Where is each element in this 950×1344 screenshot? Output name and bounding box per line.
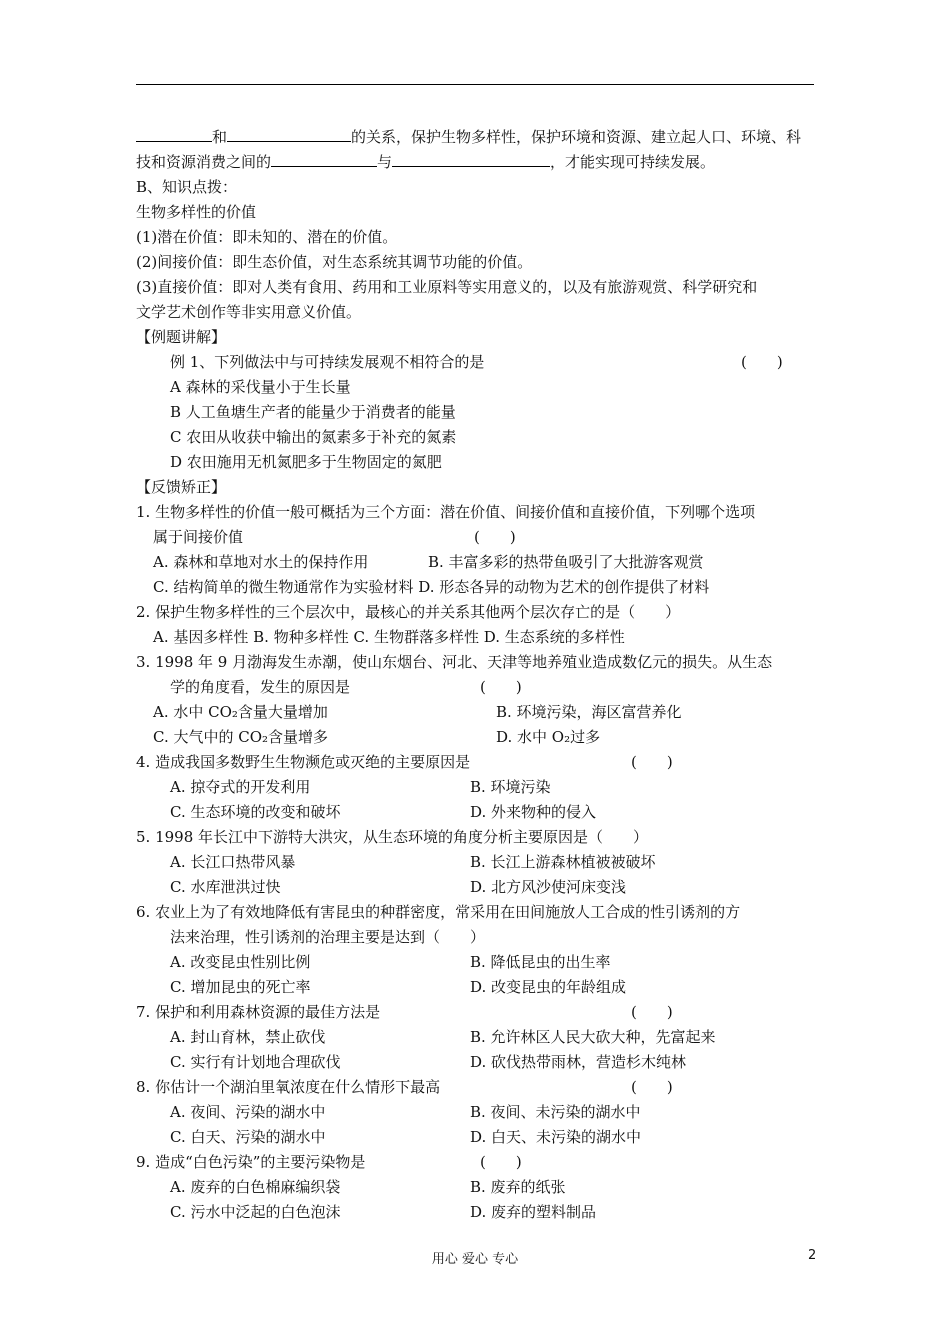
question-5: 5. 1998 年长江中下游特大洪灾，从生态环境的角度分析主要原因是（ ） — [136, 828, 649, 846]
header-rule — [136, 84, 814, 85]
option-d: D. 水中 O₂过多 — [496, 728, 601, 746]
example-option: B 人工鱼塘生产者的能量少于消费者的能量 — [170, 403, 456, 421]
option-b: B. 环境污染，海区富营养化 — [496, 703, 682, 721]
option-a: A. 森林和草地对水土的保持作用 — [153, 553, 369, 571]
question-3: 3. 1998 年 9 月渤海发生赤潮，使山东烟台、河北、天津等地养殖业造成数亿元的损失。从生态 — [136, 653, 773, 671]
option-d: D. 北方风沙使河床变浅 — [470, 878, 627, 896]
example-heading: 【例题讲解】 — [136, 328, 227, 346]
option-a: A. 掠夺式的开发利用 — [170, 778, 311, 796]
fill-blank — [136, 127, 212, 142]
option-a: A. 废弃的白色棉麻编织袋 — [170, 1178, 341, 1196]
option-c: C. 水库泄洪过快 — [170, 878, 281, 896]
question-7: 7. 保护和利用森林资源的最佳方法是 — [136, 1003, 381, 1021]
question-4: 4. 造成我国多数野生生物濒危或灭绝的主要原因是 — [136, 753, 471, 771]
feedback-heading: 【反馈矫正】 — [136, 478, 227, 496]
footer-motto: 用心 爱心 专心 — [431, 1252, 519, 1267]
question-1: 1. 生物多样性的价值一般可概括为三个方面：潜在价值、间接价值和直接价值，下列哪个选项 — [136, 503, 756, 521]
intro-line-2 — [136, 152, 816, 172]
option-c: C. 生态环境的改变和破坏 — [170, 803, 341, 821]
option-c-d: C. 结构简单的微生物通常作为实验材料 D. 形态各异的动物为艺术的创作提供了材料 — [153, 578, 710, 596]
option-b: B. 夜间、未污染的湖水中 — [470, 1103, 641, 1121]
option-b: B. 丰富多彩的热带鱼吸引了大批游客观赏 — [428, 553, 704, 571]
option-a: A. 长江口热带风暴 — [170, 853, 296, 871]
option-c: C. 增加昆虫的死亡率 — [170, 978, 311, 996]
option-a: A. 夜间、污染的湖水中 — [170, 1103, 326, 1121]
option-b: B. 降低昆虫的出生率 — [470, 953, 611, 971]
question-9: 9. 造成“白色污染”的主要污染物是 — [136, 1153, 366, 1171]
page-number: 2 — [808, 1248, 817, 1263]
question-3-cont: 学的角度看，发生的原因是 — [170, 678, 351, 696]
option-d: D. 砍伐热带雨林，营造杉木纯林 — [470, 1053, 687, 1071]
option-c: C. 大气中的 CO₂含量增多 — [153, 728, 329, 746]
answer-paren: ( ) — [474, 528, 516, 546]
example-option: A 森林的采伐量小于生长量 — [170, 378, 351, 396]
option-a: A. 封山育林，禁止砍伐 — [170, 1028, 326, 1046]
question-6: 6. 农业上为了有效地降低有害昆虫的种群密度，常采用在田间施放人工合成的性引诱剂的方 — [136, 903, 741, 921]
knowledge-item: 文学艺术创作等非实用意义价值。 — [136, 303, 362, 321]
option-a: A. 水中 CO₂含量大量增加 — [153, 703, 328, 721]
fill-blank — [227, 127, 351, 142]
intro-and: 和 — [212, 128, 228, 146]
option-b: B. 允许林区人民大砍大种，先富起来 — [470, 1028, 716, 1046]
fill-blank — [392, 152, 550, 167]
question-2: 2. 保护生物多样性的三个层次中，最核心的并关系其他两个层次存亡的是（ ） — [136, 603, 681, 621]
option-d: D. 外来物种的侵入 — [470, 803, 597, 821]
answer-paren: ( ) — [480, 1153, 522, 1171]
answer-paren: ( ) — [631, 753, 673, 771]
option-d: D. 废弃的塑料制品 — [470, 1203, 597, 1221]
option-b: B. 环境污染 — [470, 778, 551, 796]
example-question: 例 1、下列做法中与可持续发展观不相符合的是 — [170, 353, 485, 371]
question-8: 8. 你估计一个湖泊里氧浓度在什么情形下最高 — [136, 1078, 441, 1096]
option-c: C. 白天、污染的湖水中 — [170, 1128, 326, 1146]
option-b: B. 废弃的纸张 — [470, 1178, 566, 1196]
option-a: A. 改变昆虫性别比例 — [170, 953, 311, 971]
option-d: D. 改变昆虫的年龄组成 — [470, 978, 627, 996]
knowledge-title: 生物多样性的价值 — [136, 203, 257, 221]
intro-text: 的关系，保护生物多样性，保护环境和资源、建立起人口、环境、科 — [351, 128, 802, 146]
knowledge-item: (2)间接价值：即生态价值，对生态系统其调节功能的价值。 — [136, 253, 533, 271]
intro-text: 技和资源消费之间的 — [136, 153, 272, 171]
knowledge-item: (3)直接价值：即对人类有食用、药用和工业原料等实用意义的，以及有旅游观赏、科学研究和 — [136, 278, 758, 296]
answer-paren: ( ) — [480, 678, 522, 696]
option-c: C. 污水中泛起的白色泡沫 — [170, 1203, 341, 1221]
intro-text: ，才能实现可持续发展。 — [550, 153, 716, 171]
knowledge-item: (1)潜在价值：即未知的、潜在的价值。 — [136, 228, 398, 246]
option-b: B. 长江上游森林植被被破坏 — [470, 853, 656, 871]
example-option: D 农田施用无机氮肥多于生物固定的氮肥 — [170, 453, 442, 471]
page-footer — [0, 1248, 950, 1268]
option-d: D. 白天、未污染的湖水中 — [470, 1128, 642, 1146]
example-option: C 农田从收获中输出的氮素多于补充的氮素 — [170, 428, 457, 446]
option-row: A. 基因多样性 B. 物种多样性 C. 生物群落多样性 D. 生态系统的多样性 — [153, 628, 625, 646]
question-6-cont: 法来治理，性引诱剂的治理主要是达到（ ） — [170, 928, 486, 946]
question-1-cont: 属于间接价值 — [153, 528, 244, 546]
answer-paren: ( ) — [741, 353, 783, 371]
knowledge-heading: B、知识点拨： — [136, 178, 238, 196]
intro-with: 与 — [377, 153, 393, 171]
option-c: C. 实行有计划地合理砍伐 — [170, 1053, 341, 1071]
answer-paren: ( ) — [631, 1078, 673, 1096]
fill-blank — [271, 152, 377, 167]
answer-paren: ( ) — [631, 1003, 673, 1021]
intro-line-1 — [136, 127, 816, 147]
